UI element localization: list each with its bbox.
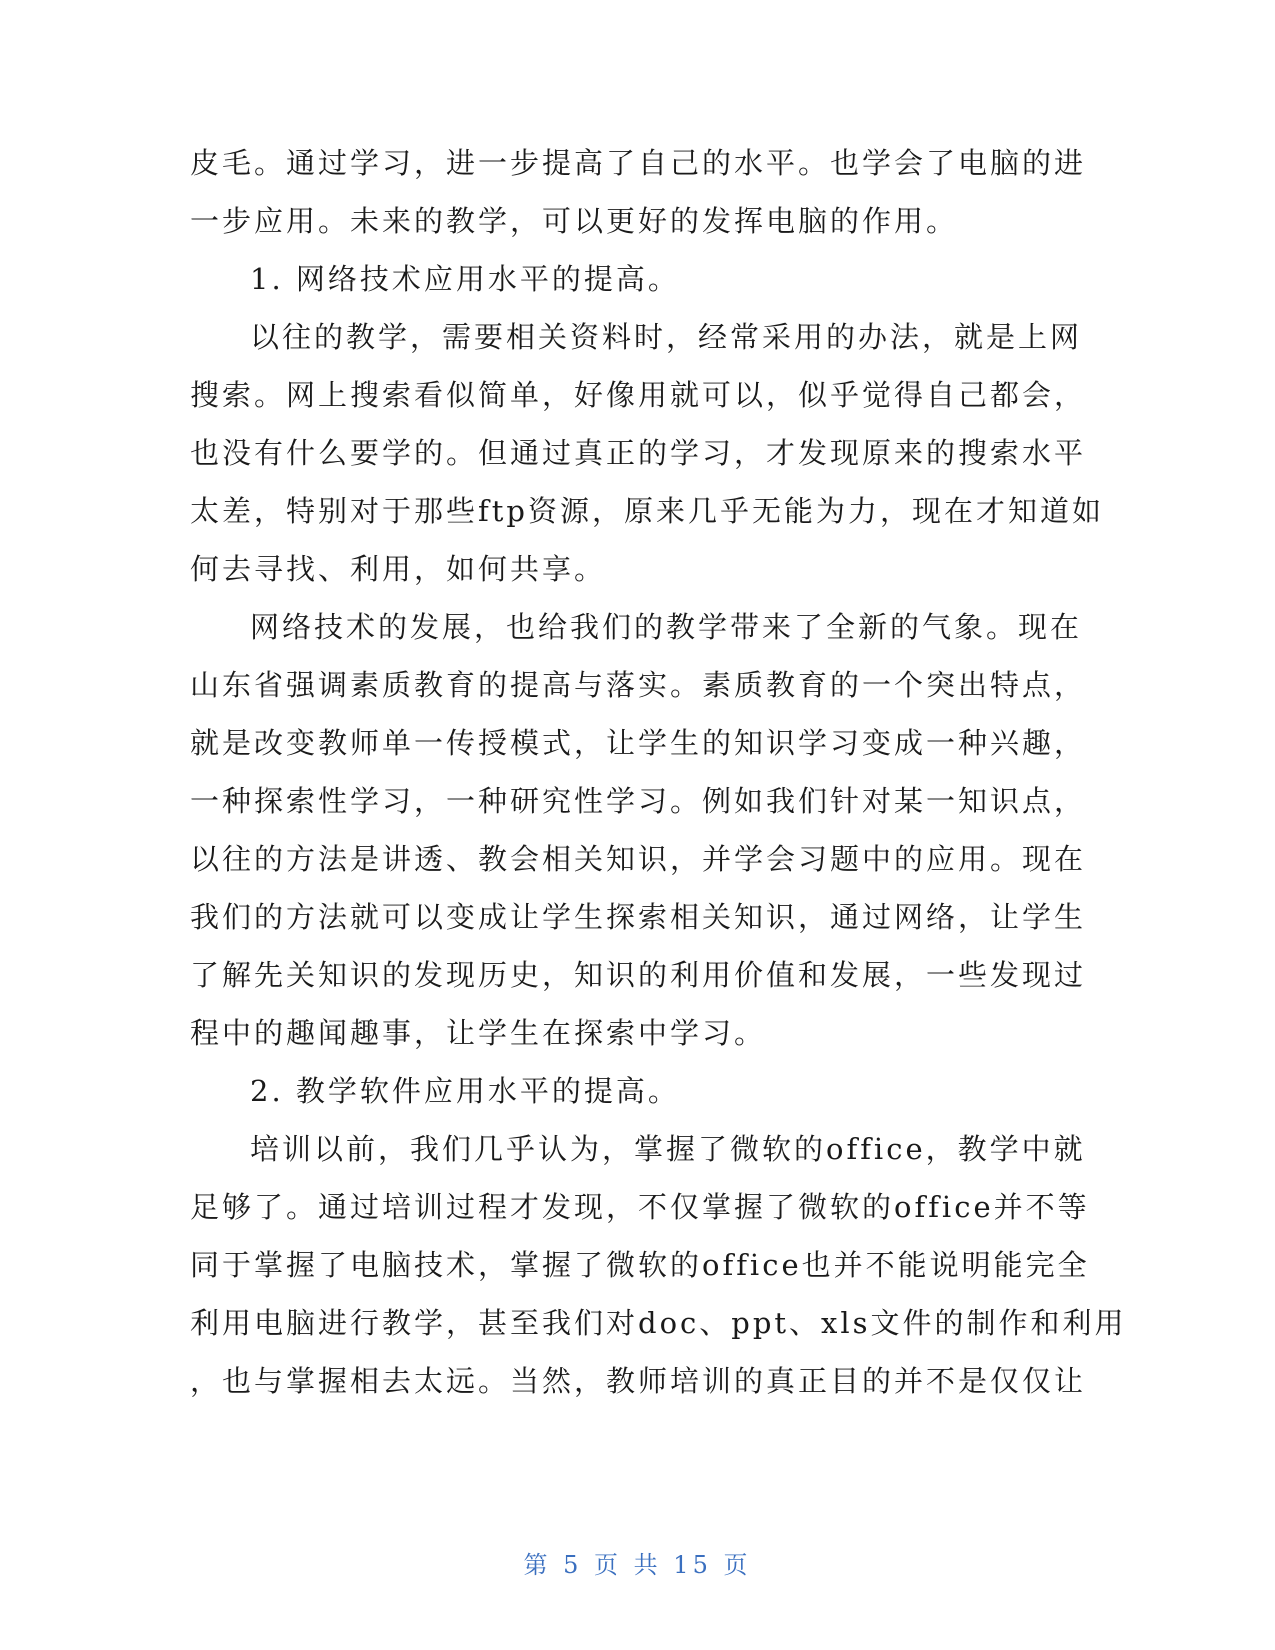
text-line: 太差，特别对于那些ftp资源，原来几乎无能为力，现在才知道如 — [190, 494, 1104, 528]
text-line: 以往的教学，需要相关资料时，经常采用的办法，就是上网 — [250, 320, 1083, 354]
text-line: 同于掌握了电脑技术，掌握了微软的office也并不能说明能完全 — [190, 1248, 1090, 1282]
text-line: 皮毛。通过学习，进一步提高了自己的水平。也学会了电脑的进 — [190, 146, 1087, 180]
text-line: 程中的趣闻趣事，让学生在探索中学习。 — [190, 1016, 767, 1050]
text-line: 以往的方法是讲透、教会相关知识，并学会习题中的应用。现在 — [190, 842, 1087, 876]
text-line: 搜索。网上搜索看似简单，好像用就可以，似乎觉得自己都会， — [190, 378, 1087, 412]
page-number-footer: 第 5 页 共 15 页 — [523, 1551, 752, 1579]
text-line: 利用电脑进行教学，甚至我们对doc、ppt、xls文件的制作和利用 — [190, 1306, 1127, 1340]
text-line: 足够了。通过培训过程才发现，不仅掌握了微软的office并不等 — [190, 1190, 1090, 1224]
text-line: 山东省强调素质教育的提高与落实。素质教育的一个突出特点， — [190, 668, 1087, 702]
text-line: 了解先关知识的发现历史，知识的利用价值和发展，一些发现过 — [190, 958, 1087, 992]
text-line: 培训以前，我们几乎认为，掌握了微软的office，教学中就 — [250, 1132, 1086, 1166]
text-line: ，也与掌握相去太远。当然，教师培训的真正目的并不是仅仅让 — [190, 1364, 1087, 1398]
text-line: 一步应用。未来的教学，可以更好的发挥电脑的作用。 — [190, 204, 959, 238]
text-line: 何去寻找、利用，如何共享。 — [190, 552, 607, 586]
text-line: 也没有什么要学的。但通过真正的学习，才发现原来的搜索水平 — [190, 436, 1087, 470]
text-line: 我们的方法就可以变成让学生探索相关知识，通过网络，让学生 — [190, 900, 1087, 934]
text-line: 网络技术的发展，也给我们的教学带来了全新的气象。现在 — [250, 610, 1083, 644]
text-line: 就是改变教师单一传授模式，让学生的知识学习变成一种兴趣， — [190, 726, 1087, 760]
section-heading: 2. 教学软件应用水平的提高。 — [250, 1074, 680, 1108]
section-heading: 1. 网络技术应用水平的提高。 — [250, 262, 680, 296]
text-line: 一种探索性学习，一种研究性学习。例如我们针对某一知识点， — [190, 784, 1087, 818]
